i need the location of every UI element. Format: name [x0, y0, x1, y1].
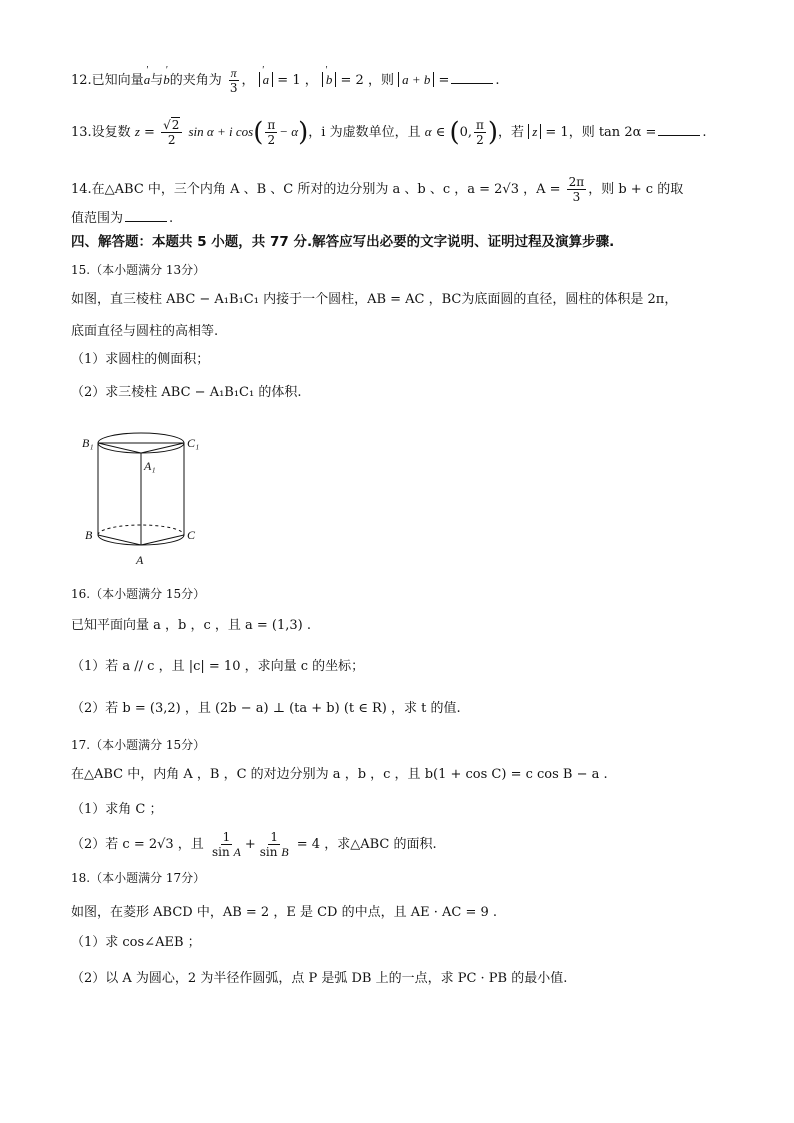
- q18-head: 18.（本小题满分 17分）: [71, 871, 206, 885]
- q17-part2: （2）若 c = 2√3 ，且 $\frac{1}{\text{sin A}}$ + $\frac{1}{\text{sin B}}$ = 4 ，求△ABC 的面积.: [71, 830, 437, 859]
- q16-line1: 已知平面向量 a ，b ，c ，且 a = (1,3) .: [71, 618, 312, 633]
- section-heading: 四、解答题：本题共 5 小题，共 77 分.解答应写出必要的文字说明、证明过程及演算步骤.: [71, 234, 615, 250]
- q15-part2: （2）求三棱柱 ABC − A₁B₁C₁ 的体积.: [71, 385, 302, 400]
- q15-head: 15.（本小题满分 13分）: [71, 263, 206, 277]
- q15-line1: 如图，直三棱柱 ABC − A₁B₁C₁ 内接于一个圆柱，AB = AC ，BC为底面圆的直径，圆柱的体积是 2π，: [71, 292, 678, 307]
- answer-blank: [658, 122, 700, 136]
- label-C1: C₁: [187, 436, 200, 450]
- cylinder-prism-figure: [76, 425, 206, 575]
- pi-over-3: $\frac{\pi}{3}$: [229, 66, 238, 95]
- q15-part1: （1）求圆柱的侧面积；: [71, 352, 210, 367]
- label-C: C: [187, 528, 196, 542]
- question-12: 12.已知向量' a与' b的夹角为 $\frac{\pi}{3}$ ， ' a = 1 ， ' b = 2 ，则 a + b = .: [71, 66, 500, 95]
- answer-blank: [451, 70, 493, 84]
- q15-line2: 底面直径与圆柱的高相等.: [71, 324, 219, 339]
- q17-part1: （1）求角 C ；: [71, 802, 163, 817]
- q18-part2: （2）以 A 为圆心，2 为半径作圆弧，点 P 是弧 DB 上的一点，求 PC · PB 的最小值.: [71, 971, 568, 986]
- label-A: A: [136, 553, 144, 567]
- q16-part2: （2）若 b = (3,2) ，且 (2b − a) ⊥ (ta + b) (t ∈ R) ，求 t 的值.: [71, 701, 461, 716]
- q18-line1: 如图，在菱形 ABCD 中，AB = 2 ，E 是 CD 的中点，且 AE · AC = 9 .: [71, 905, 498, 920]
- label-A1: A₁: [144, 459, 156, 473]
- label-B1: B₁: [82, 436, 94, 450]
- question-14: 14.在△ABC 中，三个内角 A 、B 、C 所对的边分别为 a 、b 、c ，a = 2√3 ，A = $\frac{2\pi}{3}$ ，则 b + c 的取: [71, 175, 684, 204]
- q17-line1: 在△ABC 中，内角 A ，B ，C 的对边分别为 a ，b ，c ，且 b(1 + cos C) = c cos B − a .: [71, 767, 608, 782]
- question-14-cont: 值范围为 .: [71, 208, 173, 229]
- q17-head: 17.（本小题满分 15分）: [71, 738, 206, 752]
- question-13: 13.设复数 z = $\frac{√2}{2}$ sin α + i cos( $\frac{\pi}{2}$ − α)，i 为虚数单位，且 α ∈ (0, $\frac{\pi}{2}$ )，若 z = 1，则 tan 2α = .: [71, 117, 707, 148]
- q16-head: 16.（本小题满分 15分）: [71, 587, 206, 601]
- q18-part1: （1）求 cos∠AEB ；: [71, 935, 201, 950]
- q16-part1: （1）若 a // c ，且 |c| = 10 ，求向量 c 的坐标；: [71, 659, 365, 674]
- label-B: B: [85, 528, 93, 542]
- answer-blank: [125, 208, 167, 222]
